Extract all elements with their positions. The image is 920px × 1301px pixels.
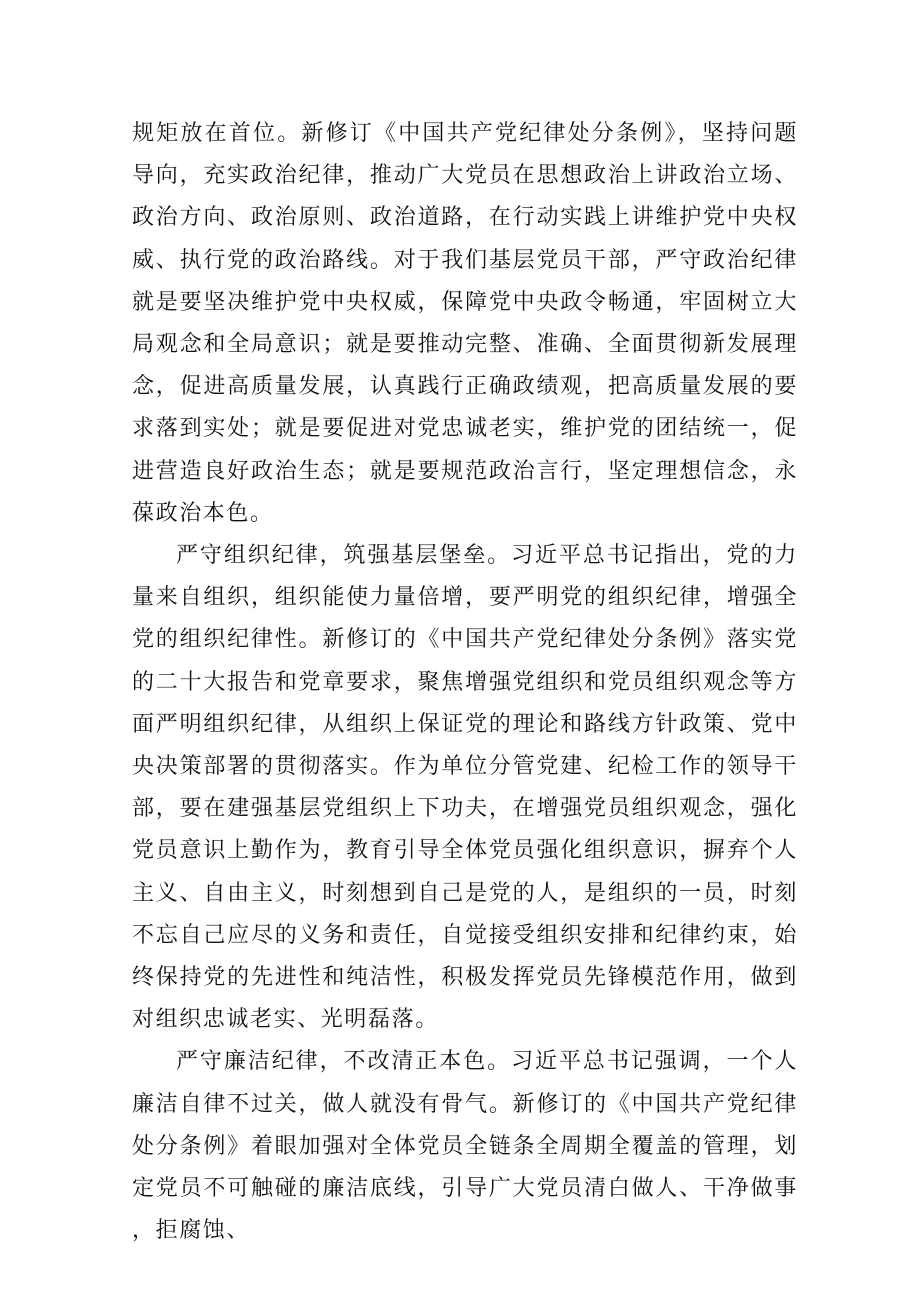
document-body bbox=[132, 113, 798, 1252]
paragraph-political-discipline: 规矩放在首位。新修订《中国共产党纪律处分条例》，坚持问题导向，充实政治纪律，推动广大党员在思想政治上讲政治立场、政治方向、政治原则、政治道路，在行动实践上讲维护党中央权威、执行党的政治路线。对于我们基层党员干部，严守政治纪律就是要坚决维护党中央权威，保障党中央政令畅通，牢固树立大局观念和全局意识；就是要推动完整、准确、全面贯彻新发展理念，促进高质量发展，认真践行正确政绩观，把高质量发展的要求落到实处；就是要促进对党忠诚老实，维护党的团结统一，促进营造良好政治生态；就是要规范政治言行，坚定理想信念，永葆政治本色。 bbox=[132, 121, 798, 526]
paragraph-integrity-discipline: 严守廉洁纪律，不改清正本色。习近平总书记强调，一个人廉洁自律不过关，做人就没有骨气。新修订的《中国共产党纪律处分条例》着眼加强对全体党员全链条全周期全覆盖的管理，划定党员不可触碰的廉洁底线，引导广大党员清白做人、干净做事，拒腐蚀、 bbox=[132, 1049, 798, 1244]
paragraph-organizational-discipline: 严守组织纪律，筑强基层堡垒。习近平总书记指出，党的力量来自组织，组织能使力量倍增，要严明党的组织纪律，增强全党的组织纪律性。新修订的《中国共产党纪律处分条例》落实党的二十大报告和党章要求，聚焦增强党组织和党员组织观念等方面严明组织纪律，从组织上保证党的理论和路线方针政策、党中央决策部署的贯彻落实。作为单位分管党建、纪检工作的领导干部，要在建强基层党组织上下功夫，在增强党员组织观念，强化党员意识上勤作为，教育引导全体党员强化组织意识，摒弃个人主义、自由主义，时刻想到自己是党的人，是组织的一员，时刻不忘自己应尽的义务和责任，自觉接受组织安排和纪律约束，始终保持党的先进性和纯洁性，积极发挥党员先锋模范作用，做到对组织忠诚老实、光明磊落。 bbox=[132, 543, 798, 1033]
